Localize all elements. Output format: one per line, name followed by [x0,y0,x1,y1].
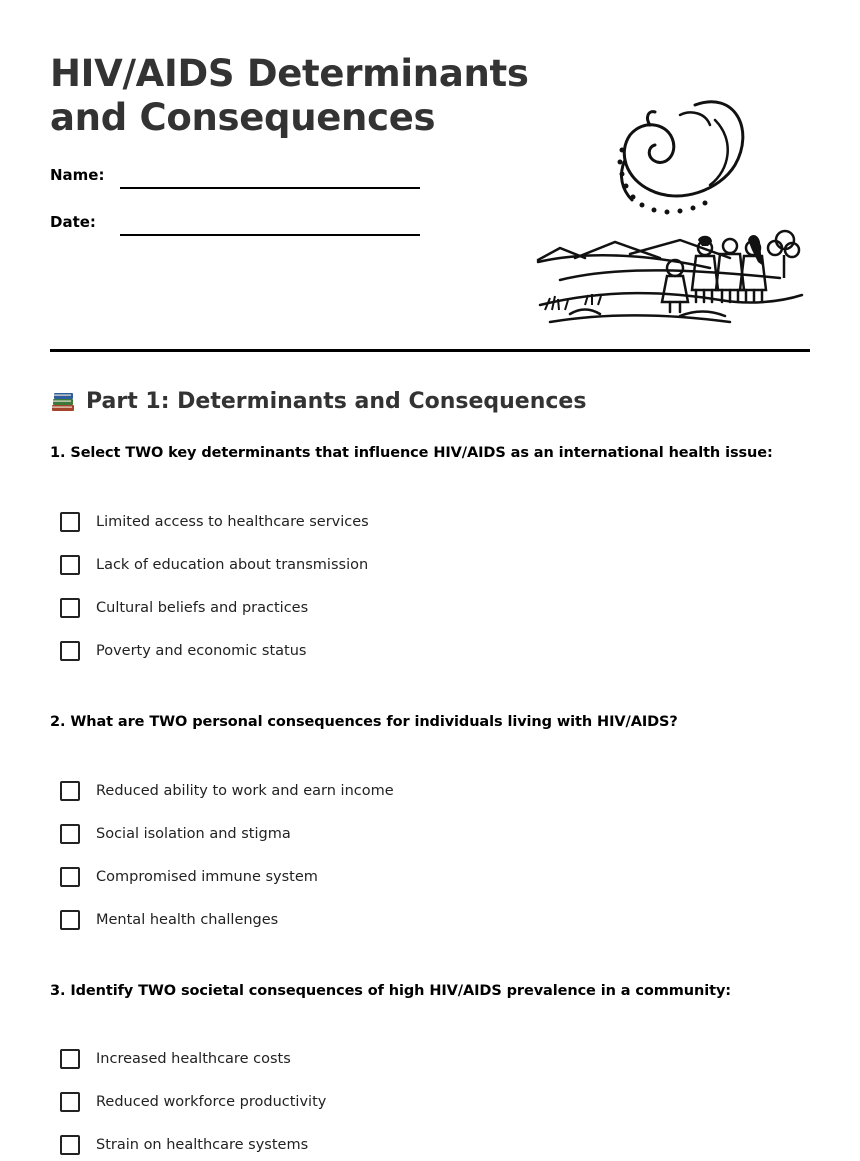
page-title [50,52,570,140]
section-divider [50,349,810,352]
checkbox[interactable] [60,824,80,844]
option-label: Strain on healthcare systems [96,1137,309,1153]
section-heading [50,388,586,414]
question-2: 2. What are TWO personal consequences for individuals living with HIV/AIDS? [50,714,678,730]
question-1: 1. Select TWO key determinants that influence HIV/AIDS as an international health issue: [50,445,773,461]
option-label: Social isolation and stigma [96,826,291,842]
name-label: Name: [50,166,105,184]
question-3-option-2[interactable] [60,1089,326,1115]
checkbox[interactable] [60,781,80,801]
option-label: Reduced workforce productivity [96,1094,327,1110]
question-3-option-1[interactable] [60,1046,291,1072]
question-3-option-3[interactable] [60,1132,308,1158]
checkbox[interactable] [60,555,80,575]
option-label: Compromised immune system [96,869,318,885]
question-2-option-2[interactable] [60,821,291,847]
checkbox[interactable] [60,1092,80,1112]
section-heading-text: Part 1: Determinants and Consequences [86,388,587,414]
checkbox[interactable] [60,1049,80,1069]
option-label: Limited access to healthcare services [96,514,369,530]
checkbox[interactable] [60,867,80,887]
option-label: Reduced ability to work and earn income [96,783,394,799]
option-label: Cultural beliefs and practices [96,600,309,616]
question-2-option-3[interactable] [60,864,318,890]
koru-landscape-illustration-icon [530,90,810,330]
question-3: 3. Identify TWO societal consequences of high HIV/AIDS prevalence in a community: [50,983,731,999]
option-label: Lack of education about transmission [96,557,369,573]
checkbox[interactable] [60,641,80,661]
checkbox[interactable] [60,512,80,532]
option-label: Poverty and economic status [96,643,307,659]
option-label: Mental health challenges [96,912,279,928]
checkbox[interactable] [60,598,80,618]
date-label: Date: [50,213,96,231]
date-field[interactable] [120,234,420,236]
question-1-option-1[interactable] [60,509,369,535]
question-1-option-2[interactable] [60,552,368,578]
question-2-option-4[interactable] [60,907,278,933]
checkbox[interactable] [60,910,80,930]
checkbox[interactable] [60,1135,80,1155]
question-2-option-1[interactable] [60,778,394,804]
option-label: Increased healthcare costs [96,1051,291,1067]
name-field[interactable] [120,187,420,189]
page-title-line1: HIV/AIDS Determinants [50,52,529,95]
question-1-option-4[interactable] [60,638,306,664]
page-title-line2: and Consequences [50,96,436,139]
books-icon [50,388,76,414]
question-1-option-3[interactable] [60,595,308,621]
